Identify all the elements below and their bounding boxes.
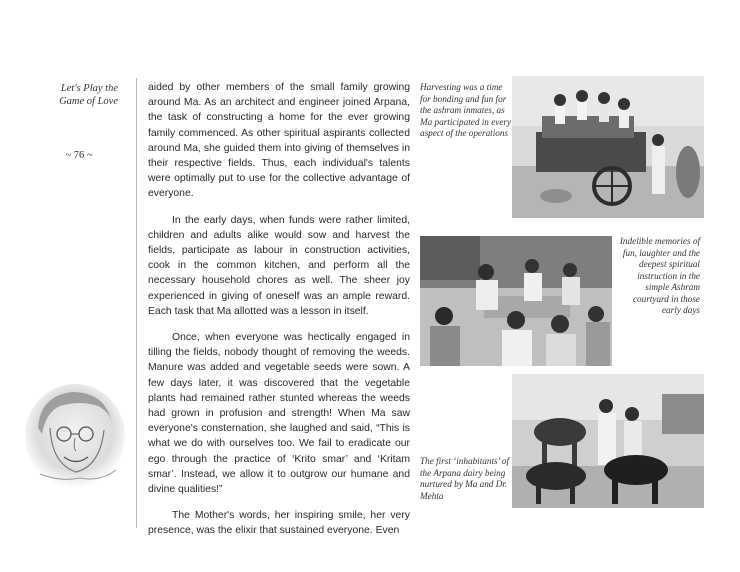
courtyard-photo [420, 236, 612, 366]
dairy-caption: The first ‘inhabitants’ of the Arpana dairy being nurtured by Ma and Dr. Mehta [420, 456, 510, 501]
harvest-caption: Harvesting was a time for bonding and fun for the ashram inmates, as Ma participated in every aspect of the operations [420, 82, 512, 138]
harvest-photo [512, 76, 704, 218]
dairy-photo [512, 374, 704, 508]
portrait-sketch [20, 378, 130, 490]
paragraph: aided by other members of the small family growing around Ma. As an architect and engineer joined Arpana, the task of constructing a home for the ever growing family commenced. As other spiritual aspirants collected around Ma, she guided them into giving of themselves in their respective fields. Thus, each individual's talents were optimally put to use for the collective advantage of everyone. [148, 82, 410, 200]
paragraph: Once, when everyone was hectically engaged in tilling the fields, nobody thought of removing the weeds. Manure was added and vegetable seeds were sown. A few days later, it was discovered that the vegetable plants had remained rather stunted whereas the weeds had grown in profusion and strength! When Ma saw everyone's consternation, she laughed and said, “This is what we do with ourselves too. We fail to eradicate our ego through the practice of ‘Krito smar’ and ‘Kritam smar’. Instead, we allow it to outgrow our humane and divine qualities!” [148, 332, 410, 496]
column-divider [136, 78, 137, 528]
body-text [148, 80, 410, 550]
page-number: ~ 76 ~ [65, 150, 93, 161]
running-title-line-1: Let's Play the [60, 83, 118, 94]
paragraph: In the early days, when funds were rather limited, children and adults alike would sow and harvest the fields, participate as labour in construction activities, cook in the common kitchen, and perform all the necessary household chores as well. The sheer joy experienced in giving of oneself was an ample reward. Each task that Ma allotted was a lesson in itself. [148, 214, 410, 317]
courtyard-caption: Indelible memories of fun, laughter and the deepest spiritual instruction in the simple Ashram courtyard in those early days [619, 236, 700, 315]
running-title [40, 82, 118, 108]
paragraph: The Mother's words, her inspiring smile, her very presence, was the elixir that sustained everyone. Even [148, 510, 410, 537]
running-title-line-2: Game of Love [59, 96, 118, 107]
